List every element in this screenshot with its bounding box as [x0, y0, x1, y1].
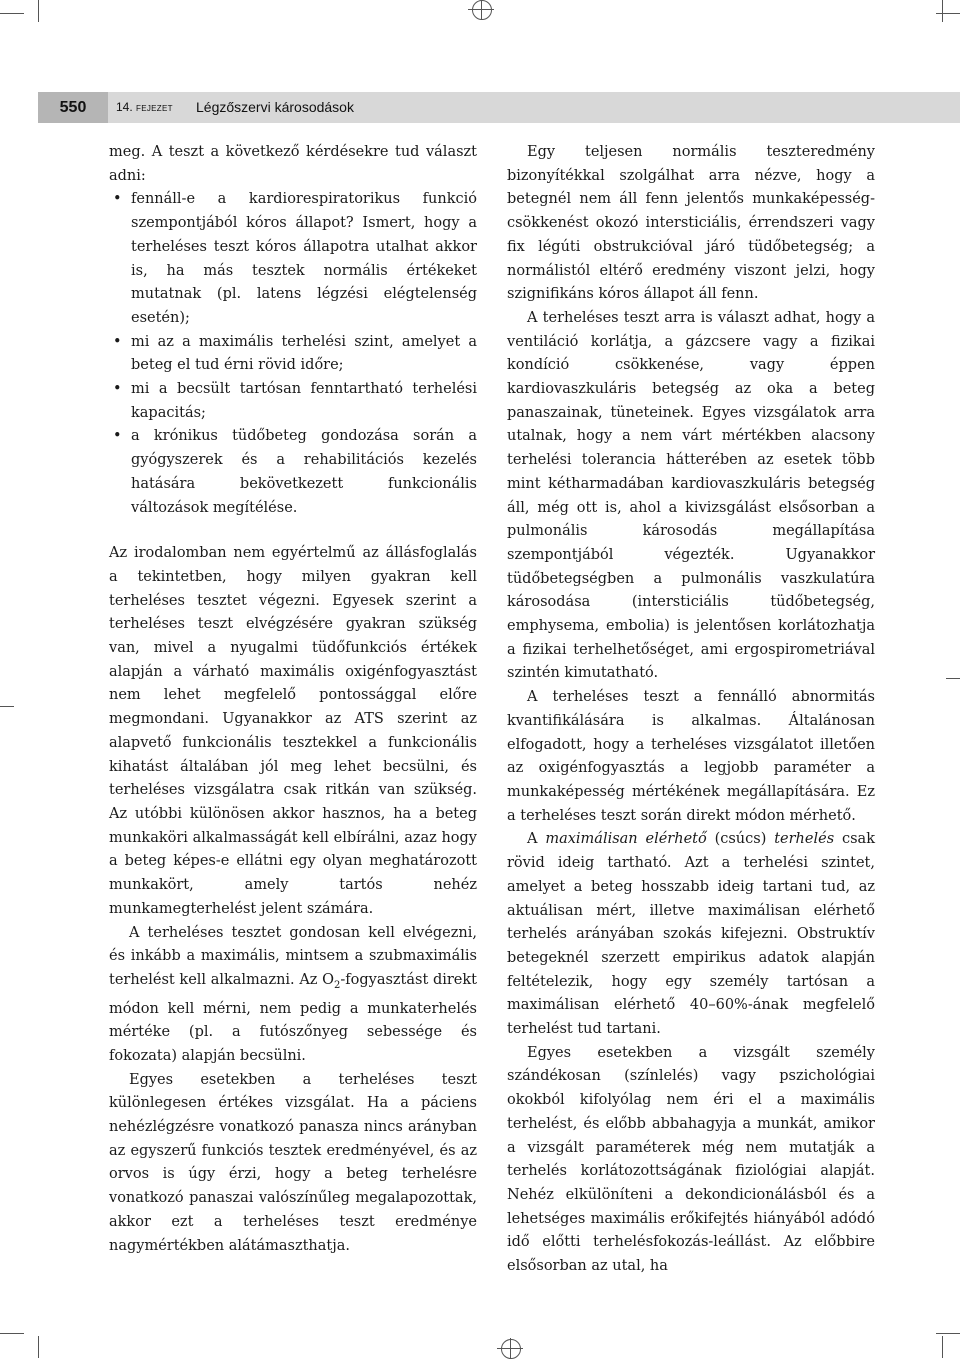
paragraph: A terheléses teszt arra is választ adhat, hogy a ventiláció korlátja, a gázcsere vagy a fizikai kondíció csökkenése, vagy éppen kardiovaszkuláris betegség az oka a beteg panaszainak, tüneteinek. Egyes vizsgálatok arra utalnak, hogy a nem várt mértékben alacsony terhelési tolerancia hátterében az esetek több mint kétharmadában kardiovaszkuláris betegség áll, még ott is, ahol a kivizsgálást elsősorban a pulmonális károsodás megállapítása szempontjából végezték. Ugyanakkor tüdőbetegségben a pulmonális vaszkulatúra károsodása (intersticiális tüdőbetegség, emphysema, embolia) is jelentősen korlátozhatja a fizikai terhelhetőséget, ami ergospirometriával szintén kimutatható. — [507, 309, 875, 682]
paragraph: Egyes esetekben a vizsgált személy szándékosan (színlelés) vagy pszichológiai okokból kifolyólag nem éri el a maximális terhelést, és előbb abbahagyja a munkát, amikor a vizsgált paraméterek még nem mutatják a terhelés korlátozottságának fiziológiai alapját. Nehéz elkülöníteni a dekondicionálásból és a lehetséges maximális erőkifejtés hiányából adódó idő előtti terhelésfokozás-leállást. Az előbbire elsősorban az utal, ha — [507, 1044, 875, 1275]
emphasis: maximálisan elérhető — [545, 831, 707, 848]
chapter-number: 14. — [116, 100, 133, 114]
crop-mark-top-left — [0, 13, 24, 14]
right-column — [507, 141, 875, 1279]
list-item: • fennáll-e a kardiorespiratorikus funkció szempontjából kóros állapot? Ismert, hogy a terheléses teszt kóros állapotra utalhat akkor is, ha más tesztek normális értékeket mutatnak (pl. latens légzési elégtelenség esetén); — [109, 188, 477, 330]
side-mark-left — [0, 706, 14, 707]
paragraph: Egy teljesen normális teszteredmény bizonyítékkal szolgálhat arra nézve, hogy a betegnél nem áll fenn jelentős munkaképesség-csökkenést okozó intersticiális, érrendszeri vagy fix légúti obstrukcióval járó tüdőbetegség; a normálistól eltérő eredmény viszont jelzi, hogy szignifikáns kóros állapot áll fenn. — [507, 144, 875, 303]
subscript: 2 — [333, 979, 341, 991]
paragraph-text: csak rövid ideig tartható. Azt a terhelési szintet, amelyet a beteg hosszabb ideig tartani tud, az aktuálisan mért, illetve maximálisan elérhető terhelés arányában szokás kifejezni. Obstruktív betegeknél szerzett empirikus adatok alapján feltételezik, hogy egy személy tartósan a maximálisan elérhető 40–60%-ának megfelelő terhelést tud tartani. — [507, 831, 875, 1038]
crop-mark-top-left-v — [38, 0, 39, 22]
paragraph-text: A — [527, 831, 546, 848]
paragraph — [507, 828, 875, 1041]
side-mark-right — [946, 678, 960, 679]
crop-mark-bottom-left-v — [38, 1336, 39, 1358]
paragraph-text: -fogyasztást direkt módon kell mérni, nem pedig a munkaterhelés mértéke (pl. a futószőnyeg sebessége és fokozata) alapján becsülni. — [109, 971, 477, 1064]
chapter-word: FEJEZET — [136, 104, 173, 113]
question-list — [109, 188, 477, 520]
paragraph-text: A terheléses tesztet gondosan kell elvégezni, és inkább a maximális, mintsem a szubmaximális terhelést kell alkalmazni. Az O — [109, 924, 477, 988]
paragraph: Egyes esetekben a terheléses teszt különlegesen értékes vizsgálat. Ha a páciens nehézlégzésre vonatkozó panasza nincs arányban az egyszerű funkciós tesztek eredményével, és az orvos is úgy érzi, hogy a beteg terhelésre vonatkozó panaszai valószínűleg megalapozottak, akkor ezt a terheléses teszt eredménye nagymértékben alátámaszthatja. — [109, 1071, 477, 1254]
chapter-title: Légzőszervi károsodások — [196, 99, 354, 115]
crop-mark-bottom-right — [936, 1333, 960, 1334]
left-column — [109, 141, 477, 1258]
header-band — [38, 92, 960, 123]
crop-mark-bottom-left — [0, 1333, 24, 1334]
paragraph — [109, 922, 477, 1069]
registration-circle-top — [472, 0, 492, 20]
list-item: • a krónikus tüdőbeteg gondozása során a gyógyszerek és a rehabilitációs kezelés hatására bekövetkezett funkcionális változások megítélése. — [109, 425, 477, 520]
paragraph: Az irodalomban nem egyértelmű az állásfoglalás a tekintetben, hogy milyen gyakran kell terheléses tesztet végezni. Egyesek szerint a terheléses teszt elvégzésére gyakran szükség van, mivel a nyugalmi tüdőfunkciós értékek alapján a várható maximális oxigénfogyasztást nem lehet megfelelő pontossággal előre megmondani. Ugyanakkor az ATS szerint az alapvető funkcionális tesztekkel a funkcionális kihatást általában jól meg lehet becsülni, és terheléses vizsgálatra csak ritkán van szükség. Az utóbbi különösen akkor hasznos, ha a beteg munkaköri alkalmasságát kell elbírálni, azaz hogy a beteg képes-e ellátni egy olyan meghatározott munkakört, amely tartós nehéz munkamegterhelést jelent számára. — [109, 545, 477, 917]
paragraph-text: (csúcs) — [706, 831, 775, 848]
list-item: • mi az a maximális terhelési szint, amelyet a beteg el tud érni rövid időre; — [109, 331, 477, 378]
page-number: 550 — [38, 92, 108, 123]
chapter-label — [116, 92, 173, 124]
crop-mark-top-right — [936, 13, 960, 14]
running-header — [38, 92, 960, 123]
paragraph: A terheléses teszt a fennálló abnormitás kvantifikálására is alkalmas. Általánosan elfogadott, hogy a terheléses vizsgálatot illetően az oxigénfogyasztás a legjobb paraméter a munkaképesség mértékének megállapítására. Ez a terheléses teszt során direkt módon mérhető. — [507, 689, 875, 824]
registration-circle-bottom — [501, 1339, 521, 1359]
intro-paragraph: meg. A teszt a következő kérdésekre tud választ adni: — [109, 144, 477, 184]
crop-mark-bottom-right-v — [942, 1336, 943, 1358]
list-item: • mi a becsült tartósan fenntartható terhelési kapacitás; — [109, 378, 477, 425]
emphasis: terhelés — [774, 831, 835, 848]
crop-mark-top-right-v — [942, 0, 943, 22]
